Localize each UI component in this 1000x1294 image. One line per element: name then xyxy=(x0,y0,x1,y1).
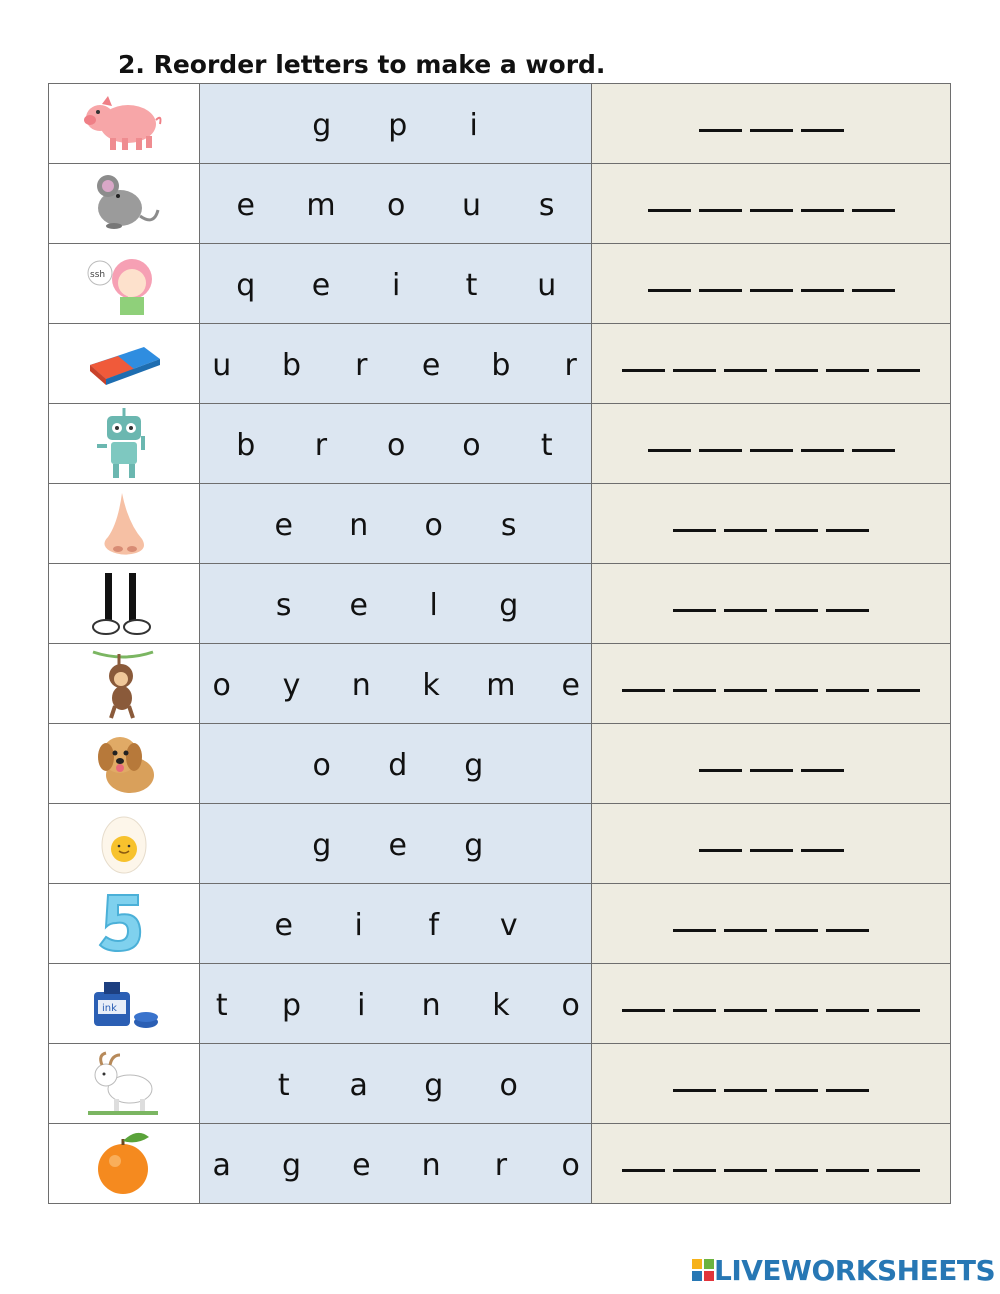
letter-tile[interactable]: k xyxy=(422,668,440,703)
letter-tile[interactable]: b xyxy=(236,428,256,463)
scrambled-letters xyxy=(199,964,591,1044)
answer-blank[interactable] xyxy=(826,1169,869,1172)
answer-blank[interactable] xyxy=(750,289,793,292)
answer-blank[interactable] xyxy=(801,209,844,212)
answer-blank[interactable] xyxy=(673,369,716,372)
answer-blank[interactable] xyxy=(826,1089,869,1092)
answer-blank[interactable] xyxy=(673,1169,716,1172)
answer-blank[interactable] xyxy=(622,689,665,692)
answer-blanks[interactable] xyxy=(592,1124,951,1204)
worksheet-row xyxy=(49,404,951,484)
answer-blank[interactable] xyxy=(801,289,844,292)
worksheet-row xyxy=(49,84,951,164)
letter-tile[interactable]: e xyxy=(388,828,407,863)
letter-tile[interactable]: n xyxy=(349,508,369,543)
scrambled-letters xyxy=(199,244,591,324)
letter-tile[interactable]: o xyxy=(387,188,406,223)
reorder-table xyxy=(48,83,951,1204)
letter-tile[interactable]: o xyxy=(561,988,580,1023)
robot-icon xyxy=(49,404,200,484)
egg-icon xyxy=(49,804,200,884)
answer-blank[interactable] xyxy=(673,929,716,932)
answer-blank[interactable] xyxy=(877,1009,920,1012)
letter-tile[interactable]: g xyxy=(312,108,332,143)
answer-blank[interactable] xyxy=(877,369,920,372)
nose-icon xyxy=(49,484,200,564)
scrambled-letters xyxy=(199,804,591,884)
orange-icon xyxy=(49,1124,200,1204)
letter-tile[interactable]: o xyxy=(312,748,331,783)
answer-blank[interactable] xyxy=(801,449,844,452)
letter-tile[interactable]: e xyxy=(352,1148,371,1183)
letter-tile[interactable]: p xyxy=(388,108,408,143)
letter-tile[interactable]: v xyxy=(499,908,518,943)
answer-blanks[interactable] xyxy=(592,724,951,804)
letter-tile[interactable]: e xyxy=(349,588,368,623)
answer-blanks[interactable] xyxy=(592,804,951,884)
scrambled-letters xyxy=(199,1124,591,1204)
letter-tile[interactable]: t xyxy=(465,268,478,303)
ink-bottle-icon xyxy=(49,964,200,1044)
answer-blank[interactable] xyxy=(699,209,742,212)
answer-blank[interactable] xyxy=(699,289,742,292)
worksheet-title: 2. Reorder letters to make a word. xyxy=(118,50,606,79)
letter-tile[interactable]: o xyxy=(387,428,406,463)
letter-tile[interactable]: e xyxy=(311,268,331,303)
letter-tile[interactable]: t xyxy=(540,428,553,463)
scrambled-letters xyxy=(199,884,591,964)
answer-blank[interactable] xyxy=(775,689,818,692)
letter-tile[interactable]: s xyxy=(275,588,292,623)
scrambled-letters xyxy=(199,644,591,724)
worksheet-row xyxy=(49,324,951,404)
letter-tile[interactable]: t xyxy=(215,988,228,1023)
worksheet-row xyxy=(49,244,951,324)
answer-blank[interactable] xyxy=(724,529,767,532)
answer-blank[interactable] xyxy=(699,849,742,852)
letter-tile[interactable]: r xyxy=(355,348,368,383)
scrambled-letters xyxy=(199,84,591,164)
quiet-girl-icon xyxy=(49,244,200,324)
worksheet-row xyxy=(49,804,951,884)
answer-blanks[interactable] xyxy=(592,404,951,484)
worksheet-row xyxy=(49,484,951,564)
answer-blank[interactable] xyxy=(775,369,818,372)
letter-tile[interactable]: g xyxy=(424,1068,444,1103)
letter-tile[interactable]: e xyxy=(274,908,293,943)
answer-blank[interactable] xyxy=(699,129,742,132)
letter-tile[interactable]: i xyxy=(392,268,401,303)
letter-tile[interactable]: n xyxy=(421,1148,441,1183)
answer-blanks[interactable] xyxy=(592,84,951,164)
worksheet-row xyxy=(49,1044,951,1124)
letter-tile[interactable]: b xyxy=(491,348,511,383)
letter-tile[interactable]: o xyxy=(424,508,443,543)
answer-blank[interactable] xyxy=(724,369,767,372)
scrambled-letters xyxy=(199,1044,591,1124)
answer-blank[interactable] xyxy=(750,129,793,132)
legs-icon xyxy=(49,564,200,644)
answer-blank[interactable] xyxy=(801,129,844,132)
answer-blank[interactable] xyxy=(801,769,844,772)
answer-blanks[interactable] xyxy=(592,484,951,564)
answer-blank[interactable] xyxy=(724,1169,767,1172)
letter-tile[interactable]: g xyxy=(464,748,484,783)
letter-tile[interactable]: o xyxy=(212,668,231,703)
letter-tile[interactable]: i xyxy=(357,988,366,1023)
answer-blanks[interactable] xyxy=(592,564,951,644)
scrambled-letters xyxy=(199,724,591,804)
answer-blank[interactable] xyxy=(877,1169,920,1172)
letter-tile[interactable]: m xyxy=(486,668,516,703)
answer-blank[interactable] xyxy=(673,1089,716,1092)
worksheet-row xyxy=(49,164,951,244)
answer-blank[interactable] xyxy=(648,289,691,292)
answer-blank[interactable] xyxy=(622,369,665,372)
answer-blanks[interactable] xyxy=(592,1044,951,1124)
letter-tile[interactable]: k xyxy=(492,988,510,1023)
scrambled-letters xyxy=(199,564,591,644)
answer-blank[interactable] xyxy=(648,449,691,452)
answer-blank[interactable] xyxy=(775,1089,818,1092)
letter-tile[interactable]: l xyxy=(429,588,438,623)
letter-tile[interactable]: n xyxy=(351,668,371,703)
answer-blank[interactable] xyxy=(750,449,793,452)
answer-blank[interactable] xyxy=(724,609,767,612)
letter-tile[interactable]: s xyxy=(500,508,517,543)
monkey-icon xyxy=(49,644,200,724)
letter-tile[interactable]: d xyxy=(388,748,408,783)
pig-icon xyxy=(49,84,200,164)
letter-tile[interactable]: q xyxy=(236,268,256,303)
answer-blanks[interactable] xyxy=(592,244,951,324)
worksheet-row xyxy=(49,964,951,1044)
answer-blanks[interactable] xyxy=(592,324,951,404)
answer-blanks[interactable] xyxy=(592,644,951,724)
worksheet-row xyxy=(49,724,951,804)
worksheet-row xyxy=(49,644,951,724)
number-five-icon xyxy=(49,884,200,964)
letter-tile[interactable]: i xyxy=(469,108,478,143)
answer-blank[interactable] xyxy=(648,209,691,212)
answer-blank[interactable] xyxy=(673,609,716,612)
mouse-icon xyxy=(49,164,200,244)
answer-blank[interactable] xyxy=(699,769,742,772)
letter-tile[interactable]: u xyxy=(537,268,557,303)
letter-tile[interactable]: y xyxy=(282,668,301,703)
answer-blank[interactable] xyxy=(826,1009,869,1012)
rubber-eraser-icon xyxy=(49,324,200,404)
letter-tile[interactable]: o xyxy=(462,428,481,463)
letter-tile[interactable]: e xyxy=(561,668,580,703)
answer-blank[interactable] xyxy=(826,529,869,532)
answer-blank[interactable] xyxy=(826,609,869,612)
answer-blank[interactable] xyxy=(775,529,818,532)
letter-tile[interactable]: e xyxy=(421,348,441,383)
letter-tile[interactable]: s xyxy=(538,188,555,223)
answer-blank[interactable] xyxy=(673,689,716,692)
worksheet-row xyxy=(49,1124,951,1204)
answer-blank[interactable] xyxy=(699,449,742,452)
answer-blank[interactable] xyxy=(852,289,895,292)
answer-blank[interactable] xyxy=(775,929,818,932)
answer-blank[interactable] xyxy=(622,1009,665,1012)
svg-text:ssh: ssh xyxy=(89,269,105,280)
answer-blank[interactable] xyxy=(826,689,869,692)
worksheet-row xyxy=(49,564,951,644)
letter-tile[interactable]: g xyxy=(499,588,519,623)
letter-tile[interactable]: o xyxy=(561,1148,580,1183)
answer-blank[interactable] xyxy=(724,929,767,932)
scrambled-letters xyxy=(199,164,591,244)
answer-blank[interactable] xyxy=(775,1009,818,1012)
letter-tile[interactable]: e xyxy=(236,188,255,223)
scrambled-letters xyxy=(199,484,591,564)
letter-tile[interactable]: p xyxy=(281,988,302,1023)
answer-blank[interactable] xyxy=(724,1009,767,1012)
answer-blanks[interactable] xyxy=(592,884,951,964)
letter-tile[interactable]: t xyxy=(277,1068,290,1103)
answer-blank[interactable] xyxy=(826,929,869,932)
letter-tile[interactable]: a xyxy=(349,1068,368,1103)
answer-blank[interactable] xyxy=(724,1089,767,1092)
answer-blanks[interactable] xyxy=(592,164,951,244)
letter-tile[interactable]: e xyxy=(274,508,293,543)
answer-blank[interactable] xyxy=(852,449,895,452)
letter-tile[interactable]: i xyxy=(354,908,363,943)
liveworksheets-logo xyxy=(692,1253,995,1287)
answer-blank[interactable] xyxy=(826,369,869,372)
letter-tile[interactable]: b xyxy=(281,348,302,383)
letter-tile[interactable]: r xyxy=(564,348,577,383)
answer-blank[interactable] xyxy=(877,689,920,692)
dog-icon xyxy=(49,724,200,804)
liveworksheets-logo-text: LIVEWORKSHEETS xyxy=(714,1253,996,1287)
letter-tile[interactable]: u xyxy=(461,188,481,223)
scrambled-letters xyxy=(199,404,591,484)
letter-tile[interactable]: n xyxy=(421,988,441,1023)
answer-blank[interactable] xyxy=(622,1169,665,1172)
letter-tile[interactable]: a xyxy=(212,1148,231,1183)
answer-blank[interactable] xyxy=(775,1169,818,1172)
letter-tile[interactable]: m xyxy=(306,188,336,223)
letter-tile[interactable]: g xyxy=(281,1148,302,1183)
answer-blank[interactable] xyxy=(775,609,818,612)
answer-blank[interactable] xyxy=(750,769,793,772)
letter-tile[interactable]: r xyxy=(314,428,328,463)
scrambled-letters xyxy=(199,324,591,404)
answer-blanks[interactable] xyxy=(592,964,951,1044)
letter-tile[interactable]: r xyxy=(494,1148,508,1183)
letter-tile[interactable]: u xyxy=(212,348,232,383)
answer-blank[interactable] xyxy=(750,849,793,852)
svg-text:ink: ink xyxy=(101,1002,117,1014)
answer-blank[interactable] xyxy=(750,209,793,212)
answer-blank[interactable] xyxy=(801,849,844,852)
answer-blank[interactable] xyxy=(852,209,895,212)
liveworksheets-logo-icon xyxy=(692,1259,714,1281)
goat-icon xyxy=(49,1044,200,1124)
answer-blank[interactable] xyxy=(724,689,767,692)
letter-tile[interactable]: g xyxy=(464,828,484,863)
answer-blank[interactable] xyxy=(673,529,716,532)
answer-blank[interactable] xyxy=(673,1009,716,1012)
letter-tile[interactable]: o xyxy=(499,1068,518,1103)
worksheet-row xyxy=(49,884,951,964)
letter-tile[interactable]: f xyxy=(428,908,439,943)
letter-tile[interactable]: g xyxy=(312,828,332,863)
